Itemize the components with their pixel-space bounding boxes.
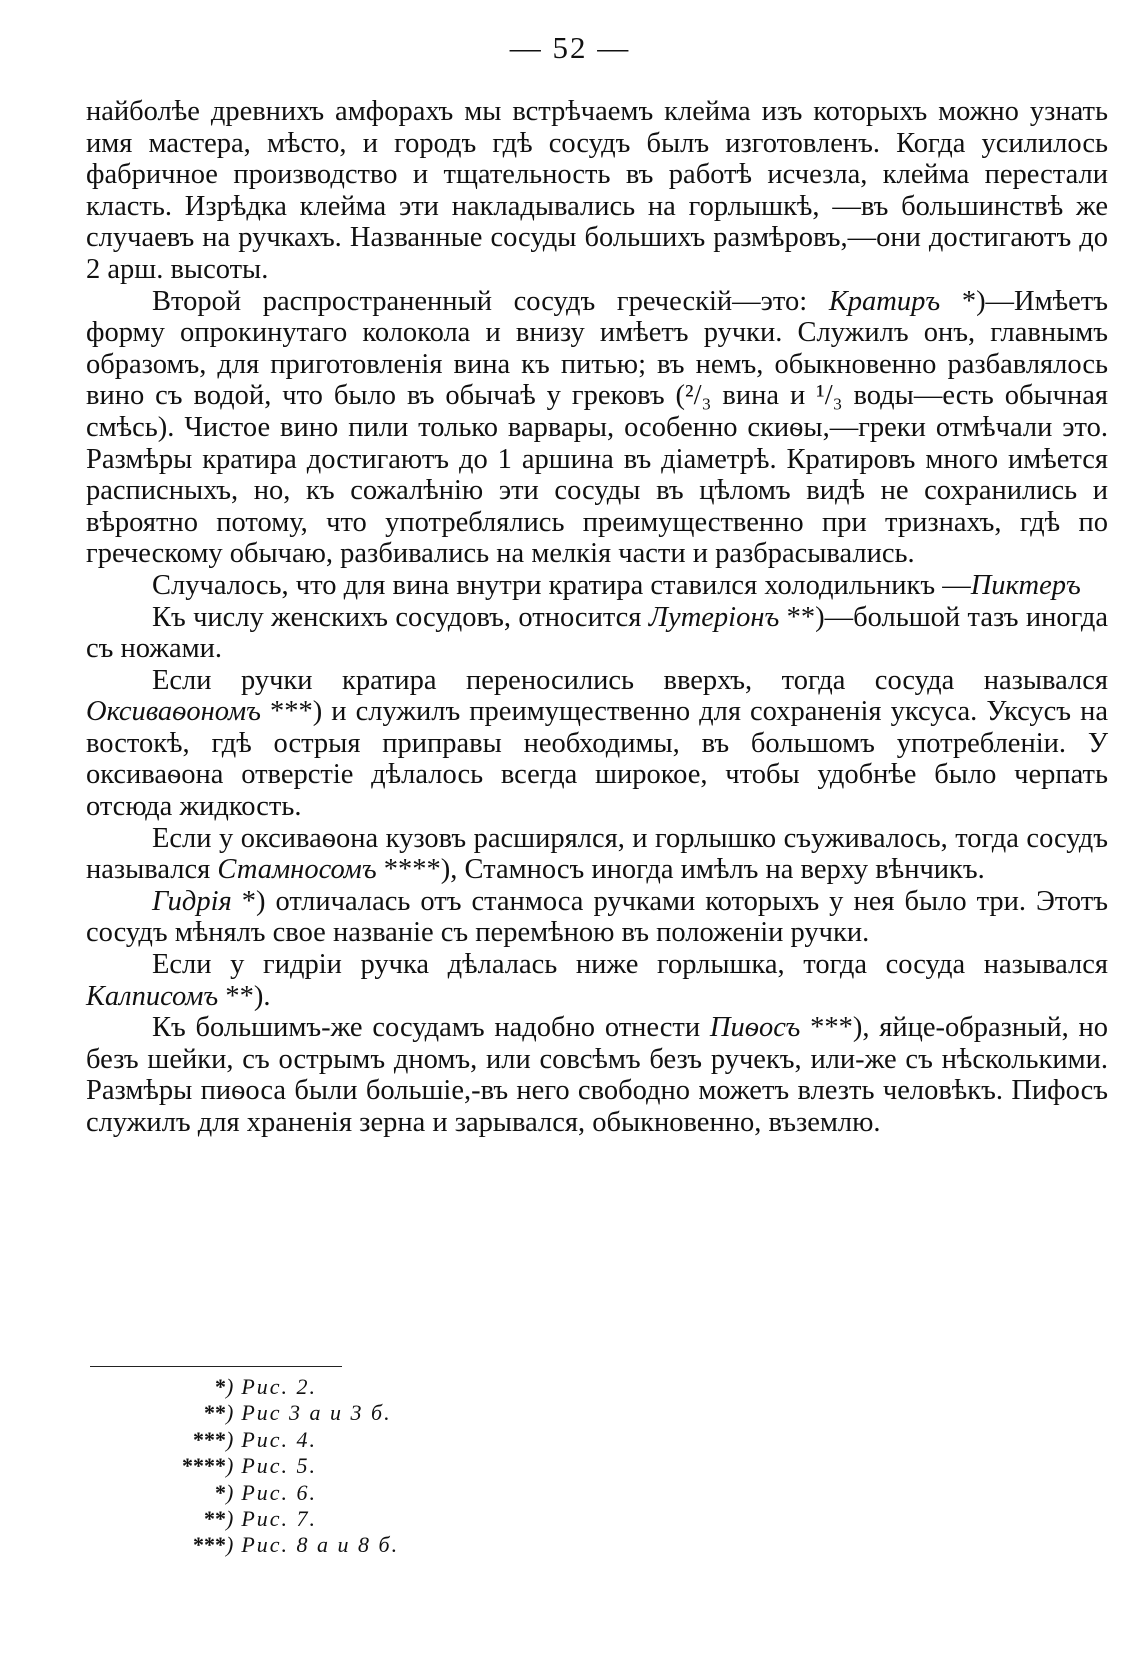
- vessel-name: Стамносомъ: [217, 854, 377, 886]
- footnote: [90, 1532, 590, 1558]
- footnotes: [90, 1374, 590, 1559]
- footnote-mark: ***: [193, 1426, 226, 1452]
- footnote-separator: [90, 1366, 342, 1367]
- vessel-name: Калписомъ: [86, 980, 219, 1012]
- text-run: Къ числу женскихъ сосудовъ, относится: [152, 601, 649, 633]
- paragraph: [86, 602, 1108, 665]
- footnote: [90, 1427, 590, 1453]
- footnote-text: Рис. 2.: [241, 1374, 318, 1399]
- text-run: Случалось, что для вина внутри кратира ставился холодильникъ —: [152, 569, 971, 601]
- paragraph: [86, 570, 1108, 602]
- footnote: [90, 1374, 590, 1400]
- footnote-mark: *: [215, 1479, 226, 1505]
- text-run: ***), яйце-образный, но безъ шейки, съ острымъ дномъ, или совсѣмъ безъ ручекъ, или-же съ нѣсколькими. Размѣры пиѳоса были большіе,-въ него свободно можетъ влезть человѣкъ. Пифосъ служилъ для храненія зерна и зарывался, обыкновенно, въземлю.: [86, 1012, 1108, 1138]
- text-run: ****), Стамносъ иногда имѣлъ на верху вѣнчикъ.: [376, 854, 985, 886]
- paragraph: [86, 949, 1108, 1012]
- text-run: *) отличалась отъ станмоса ручками которыхъ у нея было три. Этотъ сосудъ мѣнялъ свое названіе съ перемѣною въ положеніи ручки.: [86, 885, 1108, 949]
- footnote-paren: ): [226, 1426, 234, 1452]
- footnote: [90, 1480, 590, 1506]
- text-run: **)—большой тазъ иногда съ ножами.: [86, 601, 1108, 665]
- footnote-paren: ): [226, 1532, 234, 1558]
- text-run: найболѣе древнихъ амфорахъ мы встрѣчаемъ клейма изъ которыхъ можно узнать имя мастера, мѣсто, и городъ гдѣ сосудъ былъ изготовленъ. Когда усилилось фабричное производство и тщательность въ работѣ исчезла, клейма перестали класть. Изрѣдка клейма эти накладывались на горлышкѣ, —въ большинствѣ же случаевъ на ручкахъ. Названные сосуды большихъ размѣровъ,—они достигаютъ до 2 арш. высоты.: [86, 96, 1108, 285]
- footnote-mark: *: [215, 1374, 226, 1399]
- text-run: ***) и служилъ преимущественно для сохраненія уксуса. Уксусъ на востокѣ, гдѣ острыя приправы необходимы, въ большомъ употребленіи. У оксиваѳона отверстіе дѣлалось всегда широкое, чтобы удобнѣе было черпать отсюда жидкость.: [86, 696, 1108, 823]
- footnote-paren: ): [226, 1453, 234, 1479]
- paragraph: [86, 886, 1108, 949]
- paragraph: [86, 665, 1108, 823]
- footnote-text: Рис. 7.: [241, 1506, 318, 1532]
- text-run: *)—Имѣетъ форму опрокинутаго колокола и внизу имѣетъ ручки. Служилъ онъ, главнымъ образомъ, для приготовленія вина къ питью; въ немъ, обыкновенно разбавлялось вино съ водой, что было въ обычаѣ у грековъ (²/₃ вина и ¹/₃ воды—есть обычная смѣсь). Чистое вино пили только варвары, особенно скиѳы,—греки отмѣчали это. Размѣры кратира достигаютъ до 1 аршина въ діаметрѣ. Кратировъ много имѣется расписныхъ, но, къ сожалѣнію эти сосуды въ цѣломъ видѣ не сохранились и вѣроятно потому, что употреблялись преимущественно при тризнахъ, гдѣ по греческому обычаю, разбивались на мелкія части и разбрасывались.: [86, 285, 1108, 570]
- vessel-name: Пиктеръ: [970, 569, 1081, 601]
- footnote-paren: ): [226, 1506, 234, 1532]
- footnote: [90, 1453, 590, 1479]
- footnote-text: Рис. 5.: [241, 1453, 318, 1479]
- text-run: Если у оксиваѳона кузовъ расширялся, и горлышко съуживалось, тогда сосудъ назывался: [86, 822, 1108, 886]
- text-run: Если у гидріи ручка дѣлалась ниже горлышка, тогда сосуда назывался: [152, 949, 1108, 981]
- paragraph: [86, 96, 1108, 286]
- vessel-name: Пиѳосъ: [709, 1012, 801, 1044]
- footnote-paren: ): [226, 1400, 234, 1426]
- vessel-name: Гидрія: [152, 885, 232, 917]
- paragraph: [86, 286, 1108, 570]
- text-run: Второй распространенный сосудъ греческій—это:: [152, 285, 829, 317]
- footnote-text: Рис. 4.: [241, 1426, 318, 1452]
- footnote: [90, 1400, 590, 1426]
- vessel-name: Оксиваѳономъ: [86, 696, 261, 728]
- footnote-mark: ****: [182, 1453, 226, 1479]
- text-run: **).: [218, 980, 271, 1012]
- text-run: Если ручки кратира переносились вверхъ, тогда сосуда назывался: [152, 664, 1108, 696]
- page-number: — 52 —: [509, 30, 631, 65]
- footnote-text: Рис 3 а и 3 б.: [241, 1400, 392, 1426]
- footnote-paren: ): [226, 1479, 234, 1505]
- footnote-mark: ***: [193, 1532, 226, 1558]
- text-run: Къ большимъ-же сосудамъ надобно отнести: [152, 1012, 710, 1044]
- vessel-name: Кратиръ: [828, 285, 941, 317]
- footnote: [90, 1506, 590, 1532]
- body-text: [86, 96, 1108, 1139]
- footnote-paren: ): [226, 1374, 234, 1399]
- footnote-mark: **: [204, 1506, 226, 1532]
- paragraph: [86, 823, 1108, 886]
- vessel-name: Лутеріонъ: [648, 601, 780, 633]
- footnote-text: Рис. 8 а и 8 б.: [241, 1532, 400, 1558]
- paragraph: [86, 1012, 1108, 1138]
- footnote-mark: **: [204, 1400, 226, 1426]
- footnote-text: Рис. 6.: [241, 1479, 318, 1505]
